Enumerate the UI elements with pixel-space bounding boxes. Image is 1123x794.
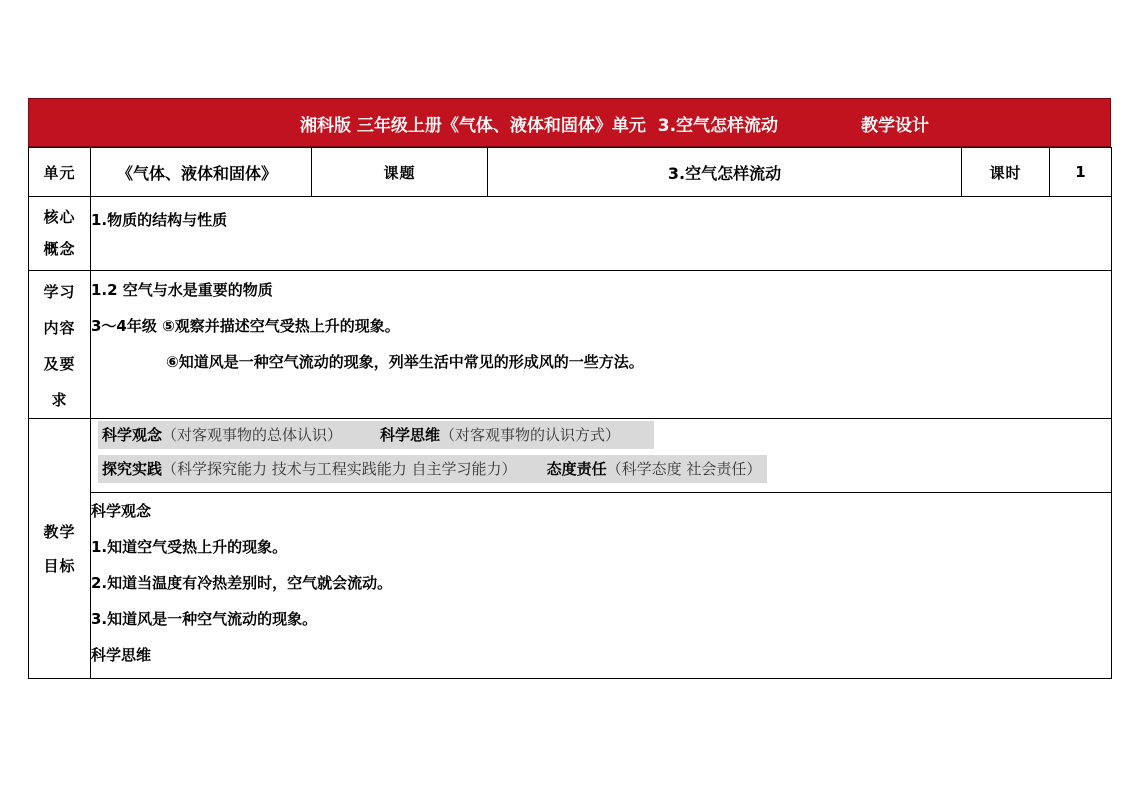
title-bar — [28, 98, 1111, 147]
goals-content-row — [29, 493, 1112, 679]
learning-row — [29, 271, 1112, 419]
goals-line-4: 3.知道风是一种空气流动的现象。 — [91, 610, 318, 628]
learning-line-3: ⑥知道风是一种空气流动的现象，列举生活中常见的形成风的一些方法。 — [166, 353, 644, 371]
core-concept-label: 核心 概念 — [29, 197, 91, 271]
tag-science-concept: 科学观念（对客观事物的总体认识） 科学思维（对客观事物的认识方式） — [98, 421, 654, 449]
core-concept-row — [29, 197, 1112, 271]
tag-inquiry-practice: 探究实践（科学探究能力 技术与工程实践能力 自主学习能力） 态度责任（科学态度 社会责任） — [98, 455, 767, 483]
goals-label: 教学 目标 — [29, 419, 91, 679]
goals-content — [91, 493, 1112, 679]
period-value: 1 — [1050, 148, 1112, 197]
goals-line-5: 科学思维 — [91, 646, 152, 664]
goals-tags-row — [29, 419, 1112, 493]
header-row — [29, 148, 1112, 197]
competency-tags — [91, 419, 1112, 493]
core-concept-text: 1.物质的结构与性质 — [91, 197, 1112, 271]
lesson-table — [28, 147, 1112, 679]
learning-content — [91, 271, 1112, 419]
goals-line-3: 2.知道当温度有冷热差别时，空气就会流动。 — [91, 574, 393, 592]
topic-value: 3.空气怎样流动 — [488, 148, 962, 197]
title-suffix: 教学设计 — [861, 116, 929, 136]
topic-label: 课题 — [312, 148, 488, 197]
goals-line-1: 科学观念 — [91, 502, 152, 520]
title-main: 湘科版 三年级上册《气体、液体和固体》单元 3.空气怎样流动 — [300, 116, 779, 136]
unit-value: 《气体、液体和固体》 — [91, 148, 312, 197]
learning-line-1: 1.2 空气与水是重要的物质 — [91, 281, 273, 299]
unit-label: 单元 — [29, 148, 91, 197]
period-label: 课时 — [962, 148, 1050, 197]
goals-line-2: 1.知道空气受热上升的现象。 — [91, 538, 288, 556]
learning-line-2: 3～4年级 ⑤观察并描述空气受热上升的现象。 — [91, 317, 400, 335]
learning-label: 学习 内容 及要 求 — [29, 271, 91, 419]
